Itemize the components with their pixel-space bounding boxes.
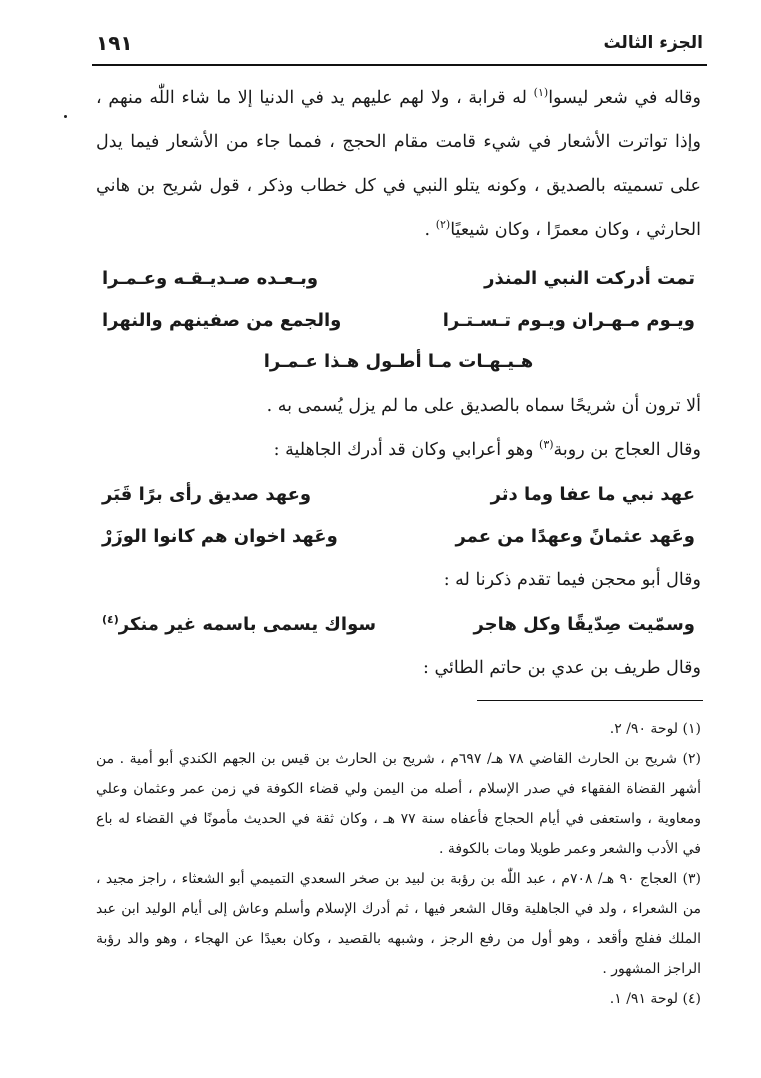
hemistich-first: وسمّيت صِدّيقًا وكل هاجر xyxy=(473,614,695,635)
verse-line xyxy=(102,474,695,516)
footnote-1: (١) لوحة ٩٠/ ٢. xyxy=(609,721,701,737)
hemistich-second: والجمع من صفينهم والنهرا xyxy=(102,310,342,331)
paragraph-4: وقال أبو محجن فيما تقدم ذكرنا له : xyxy=(443,570,701,590)
hemistich-first: تمت أدركت النبي المنذر xyxy=(484,268,695,289)
hemistich-first: عهد نبي ما عفا وما دثر xyxy=(490,484,695,505)
hemistich-second: وعهد صديق رأى برًا قَبَر xyxy=(102,484,312,505)
footnote-ref-3[interactable]: (٣) xyxy=(539,438,554,452)
verse-line-single: هـيـهـات مـا أطـول هـذا عـمـرا xyxy=(263,351,534,372)
footnote-divider xyxy=(477,700,703,701)
footnote-3: (٣) العجاج ٩٠ هـ/ ٧٠٨م ، عبد اللّٰه بن رؤبة بن لبيد بن صخر السعدي التميمي أبو الشعثاء ، راجز مجيد ، من الشعراء ، ولد في الجاهلية وقال الشعر فيها ، ثم أدرك الإسلام وأسلم وعاش إلى أيام الوليد ابن عبد الملك ففلج وأقعد ، وهو أول من رفع الرجز ، وشبهه بالقصيد ، وكان بعيدًا عن الهجاء ، وهو والد رؤبة الراجز المشهور . xyxy=(96,871,701,977)
main-text xyxy=(96,76,701,690)
footnote-ref-2[interactable]: (٢) xyxy=(435,218,451,232)
paragraph-3: وقال العجاج بن روبة$^{(٣)}$ وهو أعرابي وكان قد أدرك الجاهلية : xyxy=(273,438,701,460)
poem-abu-mihjan xyxy=(96,604,701,646)
verse-line xyxy=(102,516,695,558)
chapter-title: الجزء الثالث xyxy=(603,33,703,53)
hemistich-second: سواك يسمى باسمه غير منكر$^{(٤)}$ xyxy=(102,613,377,635)
verse-line xyxy=(102,300,695,342)
header-divider xyxy=(92,64,707,66)
paragraph-2: ألا ترون أن شريحًا سماه بالصديق على ما لم يزل يُسمى به . xyxy=(266,396,701,416)
footnote-2: (٢) شريح بن الحارث القاضي ٧٨ هـ/ ٦٩٧م ، شريح بن الحارث بن قيس بن الجهم الكندي أبو أمية . من أشهر القضاة الفقهاء في صدر الإسلام ، أصله من اليمن ولي قضاء الكوفة في زمن عمر وعثمان وعلي ومعاوية ، واستعفى في أيام الحجاج فأعفاه سنة ٧٧ هـ ، وكان ثقة في الحديث مأمونًا في القضاء له باع في الأدب والشعر وعمر طويلا ومات بالكوفة . xyxy=(96,751,701,857)
poem-ajjaj xyxy=(96,474,701,558)
footnote-ref-1[interactable]: (١) xyxy=(533,86,549,100)
hemistich-first: ويـوم مـهـران ويـوم تـسـتـرا xyxy=(442,310,695,331)
hemistich-second: وبـعـده صـديـقـه وعـمـرا xyxy=(102,268,319,289)
running-header xyxy=(96,26,703,60)
verse-line xyxy=(102,258,695,300)
footnote-4: (٤) لوحة ٩١/ ١. xyxy=(609,991,701,1007)
paragraph-1: وقاله في شعر ليسوا$^{(١)}$ له قرابة ، ولا لهم عليهم يد في الدنيا إلا ما شاء اللّٰه منهم ، وإذا تواترت الأشعار في شيء قامت مقام الحجج ، فمما جاء من الأشعار فيما يدل على تسميته بالصديق ، وكونه يتلو النبي في كل خطاب وذكر ، قول شريح بن هاني الحارثي ، وكان معمرًا ، وكان شيعيًا$^{(٢)}$ . xyxy=(96,86,701,240)
footnotes xyxy=(96,714,701,1014)
page-number: ١٩١ xyxy=(96,31,133,55)
footnote-ref-4[interactable]: (٤) xyxy=(102,613,119,626)
hemistich-first: وعَهد عثمانً وعهدًا من عمر xyxy=(455,526,695,547)
paragraph-5: وقال طريف بن عدي بن حاتم الطائي : xyxy=(423,658,701,678)
scan-speck xyxy=(64,115,67,118)
hemistich-second: وعَهد اخوان هم كانوا الوزَرْ xyxy=(102,526,338,547)
verse-line xyxy=(102,604,695,646)
poem-shurayh xyxy=(96,258,701,382)
